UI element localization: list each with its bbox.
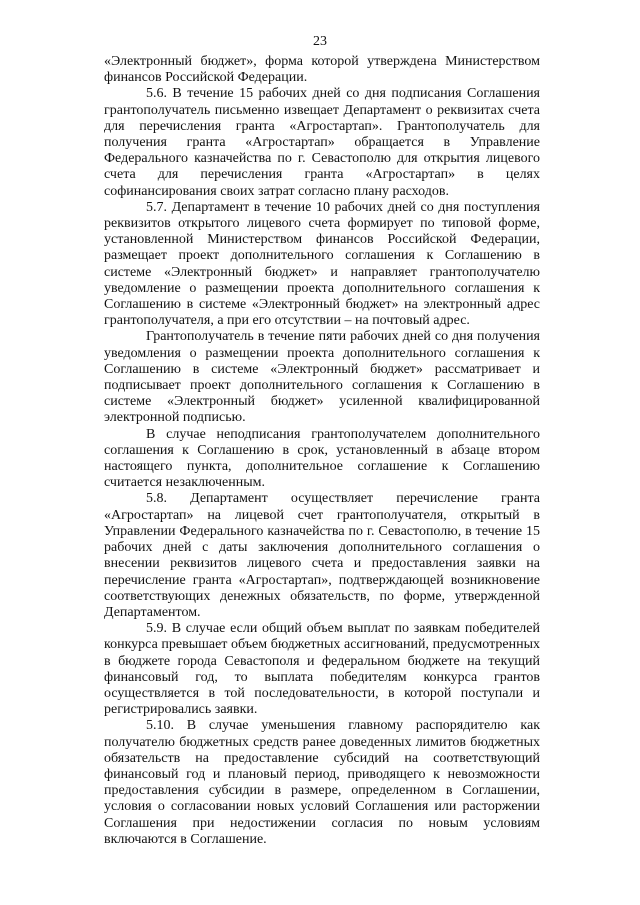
document-body <box>104 54 540 848</box>
paragraph-5-7-grant-recipient: Грантополучатель в течение пяти рабочих дней со дня получения уведомления о размещении проекта дополнительного соглашения к Соглашению в системе «Электронный бюджет» рассматривает и подписывает проект дополнительного соглашения к Соглашению в системе «Электронный бюджет» усиленной квалифицированной электронной подписью. <box>104 329 540 426</box>
paragraph-5-9: 5.9. В случае если общий объем выплат по заявкам победителей конкурса превышает объем бюджетных ассигнований, предусмотренных в бюджете города Севастополя и федеральном бюджете на текущий финансовый год, то выплата победителям конкурса грантов осуществляется в той последовательности, в которой поступали и регистрировались заявки. <box>104 621 540 718</box>
paragraph-5-6: 5.6. В течение 15 рабочих дней со дня подписания Соглашения грантополучатель письменно извещает Департамент о реквизитах счета для перечисления гранта «Агростартап». Грантополучатель для получения гранта «Агростартап» обращается в Управление Федерального казначейства по г. Севастополю для открытия лицевого счета для перечисления гранта «Агростартап» в целях софинансирования своих затрат согласно плану расходов. <box>104 86 540 199</box>
paragraph-continuation: «Электронный бюджет», форма которой утверждена Министерством финансов Российской Федерации. <box>104 54 540 86</box>
paragraph-5-7-non-signing: В случае неподписания грантополучателем дополнительного соглашения к Соглашению в срок, установленный в абзаце втором настоящего пункта, дополнительное соглашение к Соглашению считается незаключенным. <box>104 426 540 491</box>
paragraph-5-7: 5.7. Департамент в течение 10 рабочих дней со дня поступления реквизитов открытого лицевого счета формирует по типовой форме, установленной Министерством финансов Российской Федерации, размещает проект дополнительного соглашения к Соглашению в системе «Электронный бюджет» и направляет грантополучателю уведомление о размещении проекта дополнительного соглашения к Соглашению в системе «Электронный бюджет» на электронный адрес грантополучателя, а при его отсутствии – на почтовый адрес. <box>104 199 540 329</box>
page-number: 23 <box>313 34 327 49</box>
paragraph-5-8: 5.8. Департамент осуществляет перечисление гранта «Агростартап» на лицевой счет грантополучателя, открытый в Управлении Федерального казначейства по г. Севастополю, в течение 15 рабочих дней с даты заключения дополнительного соглашения о внесении реквизитов лицевого счета и предоставления заявки на перечисление гранта «Агростартап», подтверждающей возникновение соответствующих денежных обязательств, по форме, утвержденной Департаментом. <box>104 491 540 620</box>
paragraph-5-10: 5.10. В случае уменьшения главному распорядителю как получателю бюджетных средств ранее доведенных лимитов бюджетных обязательств на предоставление субсидий на соответствующий финансовый год и плановый период, приводящего к невозможности предоставления субсидии в размере, определенном в Соглашении, условия о согласовании новых условий Соглашения или расторжении Соглашения при недостижении согласия по новым условиям включаются в Соглашение. <box>104 718 540 847</box>
